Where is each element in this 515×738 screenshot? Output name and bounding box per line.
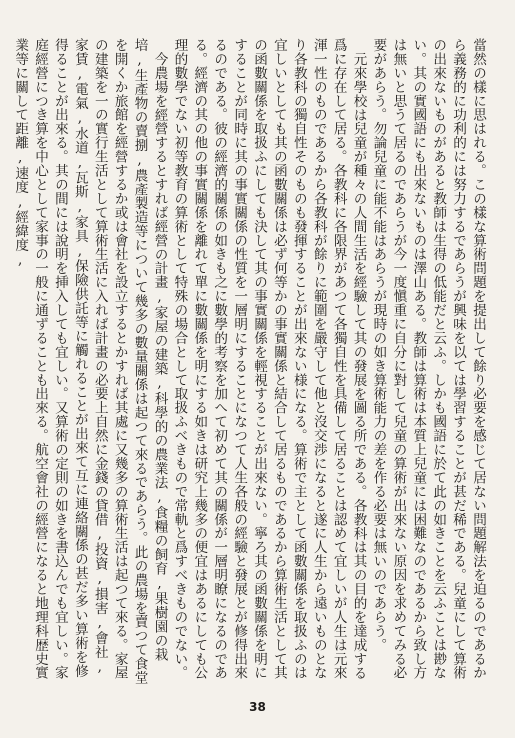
paragraph-2: 元來學校は兒童が種々の人間生活を經驗して其の發展を圖る所である。各教科は其の目的を達成する爲に存在して居る。各教科に各限界があつて各獨自性を具備して居ることは認めて宜しいが人生は元來渾一性のものであるから各教科が餘りに範圍を嚴守して他と沒交渉になると遂に人生から遠いものとなり各教科の獨自性そのものも發揮することが出來ない様になる。算術で主として函數關係を取扱ふのは宜しいとしても其の函數關係は必ず何等かの事實關係と結合して居るものであるから算術生活として其の函數關係を取扱ふにしても決して其の事實關係を輕視することが出來ない。寧ろ其の函數關係を明にすることが同時に其の事實關係の性質を一層明にすることになつて人生各般の經驗と發展とが修得出來るのである。彼の經濟的關係の如きも之に數學的考察を加へて初めて其の關係が一層明瞭になるのである。經濟の其の他の事實關係を離れて單に數關係を明にする如きは研究上幾多の便宜はあるにしても公理的數學でない初等教育の算術として特殊の場合として取扱ふべきもので常軌と爲すべきものでない。 (171, 38, 367, 680)
paragraph-1: 當然の樣に思はれる。この樣な算術問題を提出して餘り必要を感じて居ない問題解法を迫るのであるから義務的に功利的には努力するであらうが興味を以ては學習することが甚だ稀である。兒童にして算術の出來ないものがあると教師は生得の低能だと云ふ。しかも國語に於て此の如きことを云ふことは尠ない。其の實國語にも出來ないものは澤山ある。教師は算術は本質上兒童には困難なのであるから致し方は無いと思うて居るのであらうが今一度愼重に自分に對して兒童の算術が出來ない原因を求めてみる必要があらう。勿論兒童に能不能はあらうが現時の如き算術能力の差を作る必要は無いのであらう。 (370, 38, 486, 680)
vertical-text-block (12, 38, 487, 686)
page-number: 38 (249, 700, 266, 714)
paragraph-3: 今農場を經營するとすれば經營の計畫,家屋の建築,科學的の農業法,食糧の飼育,果樹園の栽培,生產物の賣捌,農產製造等について幾多の數量關係は起つて來るであらう。此の農場を賣つて食堂を開くか旅館を經營するか或は會社を設立するとかすれば其處に又幾多の算術生活は起つて來る。家屋の建築を一の實行生活として算術生活に入れば計畫の必要上自然に金錢の貸借,投資,損害,會社,家賃,電氣,水道,瓦斯,家具,保險供託等に觸れることが出來て互に連絡關係の甚だ多い算術を修得ることが出來る。其の間には說明を挿入しても宜しい。又算術の定則の如きを書込んでも宜しい。家庭經營につき算を中心として家事の一般に通ずることも出來る。航空會社の經營になると地理科歴史實業等に關して距離,速度,經緯度, (12, 38, 168, 685)
